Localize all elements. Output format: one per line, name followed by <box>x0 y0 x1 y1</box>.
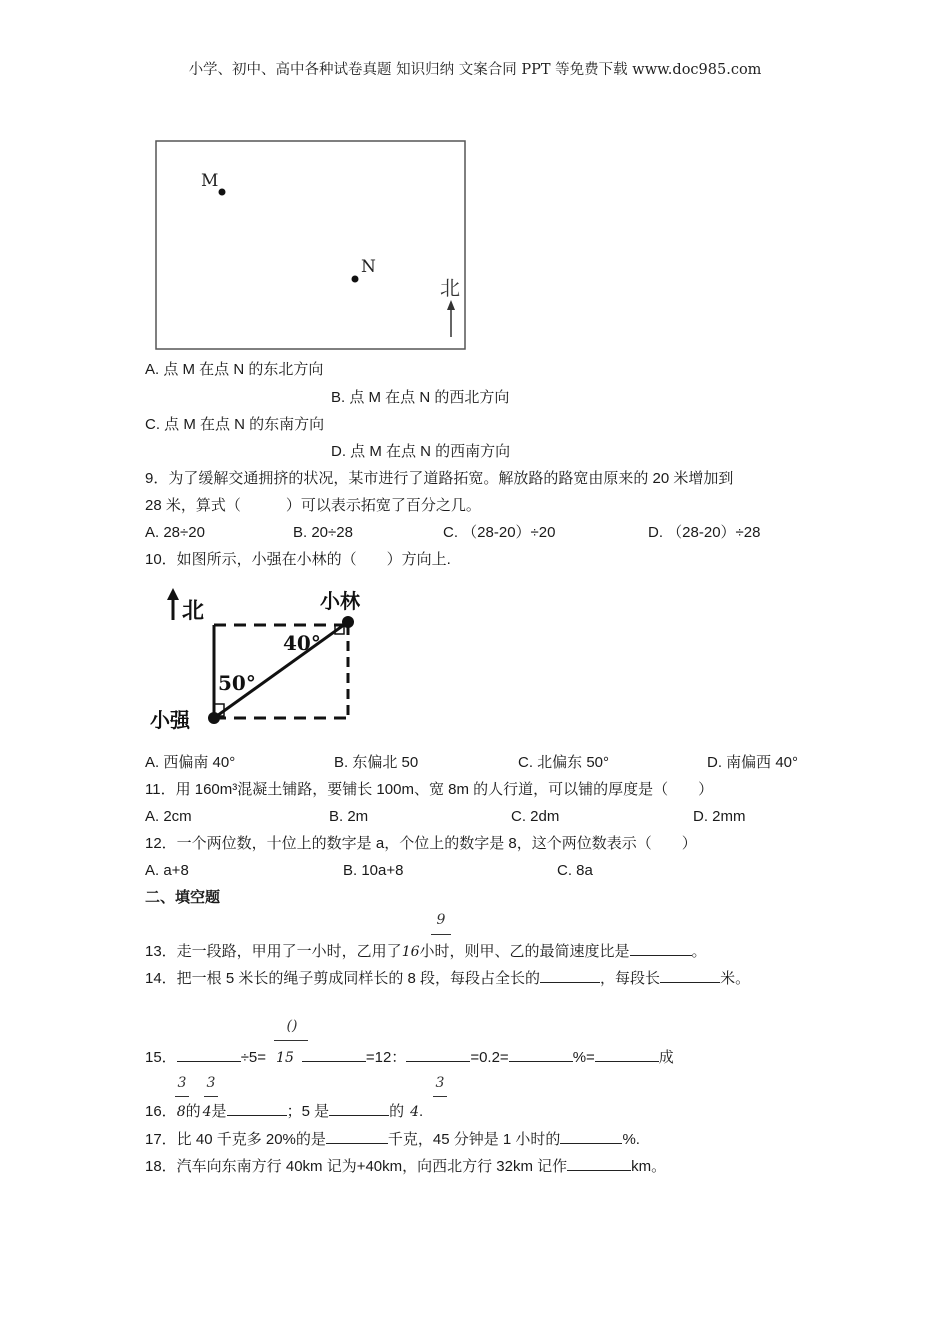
q16-t3: ；5 是 <box>286 1103 330 1120</box>
connecting-line <box>214 622 348 718</box>
q15-blank-4[interactable] <box>509 1047 573 1062</box>
q18-line <box>145 1156 666 1177</box>
q16-fraction2-bar <box>204 1096 218 1097</box>
q18-end: km。 <box>631 1158 667 1175</box>
xiaolin-label: 小林 <box>320 589 360 613</box>
q14-mid: ，每段长 <box>600 970 661 987</box>
q13-fraction-denominator: 16 <box>401 944 420 960</box>
section-title: 二、填空题 <box>145 889 221 906</box>
q14-blank-1[interactable] <box>540 968 600 983</box>
q14-blank-2[interactable] <box>660 968 720 983</box>
point-n <box>352 276 359 283</box>
q15-line <box>145 1047 674 1068</box>
angle-40-label: 40° <box>283 631 321 655</box>
q10-option-a[interactable]: A. 西偏南 40° <box>145 754 236 771</box>
q16-fraction3-bar <box>433 1096 447 1097</box>
q15-blank-3[interactable] <box>406 1047 470 1062</box>
q12-text: 12．一个两位数，十位上的数字是 a，个位上的数字是 8，这个两位数表示（ ） <box>145 835 697 852</box>
q12-option-a[interactable]: A. a+8 <box>145 862 189 879</box>
q16-t4: 的 <box>389 1103 405 1120</box>
q12-option-c[interactable]: C. 8a <box>557 862 593 879</box>
q11-option-a[interactable]: A. 2cm <box>145 808 192 825</box>
q9-text-line1: 9．为了缓解交通拥挤的状况，某市进行了道路拓宽。解放路的路宽由原来的 20 米增加到 <box>145 470 734 487</box>
q15-pre: 15． <box>145 1049 177 1066</box>
q16-fraction3-denominator: 4 <box>410 1104 420 1120</box>
q16-blank-1[interactable] <box>227 1101 287 1116</box>
q15-blank-5[interactable] <box>595 1047 659 1062</box>
q14-line <box>145 968 750 989</box>
q15-blank-2[interactable] <box>302 1047 366 1062</box>
q17-line <box>145 1129 640 1150</box>
q15-fraction-bar <box>274 1040 308 1041</box>
xiaoqiang-label: 小强 <box>150 708 190 732</box>
q13-answer-blank[interactable] <box>630 941 692 956</box>
q17-mid: 千克，45 分钟是 1 小时的 <box>387 1131 561 1148</box>
q11-option-d[interactable]: D. 2mm <box>693 808 746 825</box>
q15-t3: =0.2= <box>470 1049 509 1066</box>
page-header: 小学、初中、高中各种试卷真题 知识归纳 文案合同 PPT 等免费下载 www.doc985.com <box>188 62 762 78</box>
q18-blank[interactable] <box>567 1156 631 1171</box>
q17-blank-2[interactable] <box>560 1129 622 1144</box>
q10-direction-figure <box>150 580 375 740</box>
point-m <box>219 189 226 196</box>
q10-option-b[interactable]: B. 东偏北 50 <box>334 754 419 771</box>
q15-t2: =12： <box>365 1049 407 1066</box>
q16-fraction1-bar <box>175 1096 189 1097</box>
q16-line <box>145 1101 423 1122</box>
q16-fraction1-numerator: 3 <box>177 1075 187 1091</box>
q16-fraction1-denominator: 8 <box>176 1104 186 1120</box>
q15-t4: %= <box>572 1049 595 1066</box>
angle-50-label: 50° <box>218 671 256 695</box>
q13-end: 。 <box>691 943 707 960</box>
q13-line <box>145 941 707 962</box>
point-xiaolin <box>342 616 354 628</box>
q10-text: 10．如图所示，小强在小林的（ ）方向上. <box>145 551 451 568</box>
north-label: 北 <box>182 598 205 624</box>
q9-option-d[interactable]: D. （28-20）÷28 <box>648 524 761 541</box>
q11-option-b[interactable]: B. 2m <box>329 808 369 825</box>
q18-pre: 18．汽车向东南方行 40km 记为+40km，向西北方行 32km 记作 <box>145 1158 568 1175</box>
q13-fraction-bar <box>431 934 451 935</box>
q17-blank-1[interactable] <box>326 1129 388 1144</box>
q9-option-a[interactable]: A. 28÷20 <box>145 524 205 541</box>
q13-post: 小时，则甲、乙的最简速度比是 <box>419 943 630 960</box>
north-label: 北 <box>440 276 460 300</box>
point-xiaoqiang <box>208 712 220 724</box>
q16-blank-2[interactable] <box>329 1101 389 1116</box>
q8-option-b[interactable]: B. 点 M 在点 N 的西北方向 <box>331 389 510 406</box>
q15-fraction-denominator: 15 <box>276 1050 294 1066</box>
q10-option-d[interactable]: D. 南偏西 40° <box>707 754 799 771</box>
q9-option-b[interactable]: B. 20÷28 <box>293 524 353 541</box>
q8-option-a[interactable]: A. 点 M 在点 N 的东北方向 <box>145 361 324 378</box>
q15-blank-1[interactable] <box>177 1047 241 1062</box>
q9-option-c[interactable]: C. （28-20）÷20 <box>443 524 556 541</box>
q15-t1: ÷5= <box>240 1049 267 1066</box>
q12-option-b[interactable]: B. 10a+8 <box>343 862 404 879</box>
q16-t1: 的 <box>185 1103 201 1120</box>
q16-pre: 16． <box>145 1103 177 1120</box>
q10-option-c[interactable]: C. 北偏东 50° <box>518 754 610 771</box>
q17-pre: 17．比 40 千克多 20%的是 <box>145 1131 326 1148</box>
q16-t2: 是 <box>211 1103 227 1120</box>
q15-fraction-numerator: () <box>286 1018 298 1034</box>
q13-pre: 13．走一段路，甲用了一小时，乙用了 <box>145 943 402 960</box>
q16-fraction2-denominator: 4 <box>202 1104 212 1120</box>
q16-end: . <box>419 1103 424 1120</box>
q11-text: 11．用 160m³混凝土铺路，要铺长 100m、宽 8m 的人行道，可以铺的厚度是（ ） <box>145 781 714 798</box>
point-n-label: N <box>361 257 376 277</box>
q8-option-c[interactable]: C. 点 M 在点 N 的东南方向 <box>145 416 325 433</box>
q8-option-d[interactable]: D. 点 M 在点 N 的西南方向 <box>331 443 511 460</box>
q16-fraction2-numerator: 3 <box>206 1075 216 1091</box>
q14-end: 米。 <box>720 970 751 987</box>
q9-text-line2: 28 米，算式（ ）可以表示拓宽了百分之几。 <box>145 497 481 514</box>
q17-end: %. <box>622 1131 640 1148</box>
q11-option-c[interactable]: C. 2dm <box>511 808 560 825</box>
q14-pre: 14．把一根 5 米长的绳子剪成同样长的 8 段，每段占全长的 <box>145 970 541 987</box>
q15-t5: 成 <box>658 1049 674 1066</box>
q16-fraction3-numerator: 3 <box>435 1075 445 1091</box>
q13-fraction-numerator: 9 <box>436 912 446 928</box>
q8-direction-figure <box>155 140 467 352</box>
point-m-label: M <box>201 171 219 191</box>
